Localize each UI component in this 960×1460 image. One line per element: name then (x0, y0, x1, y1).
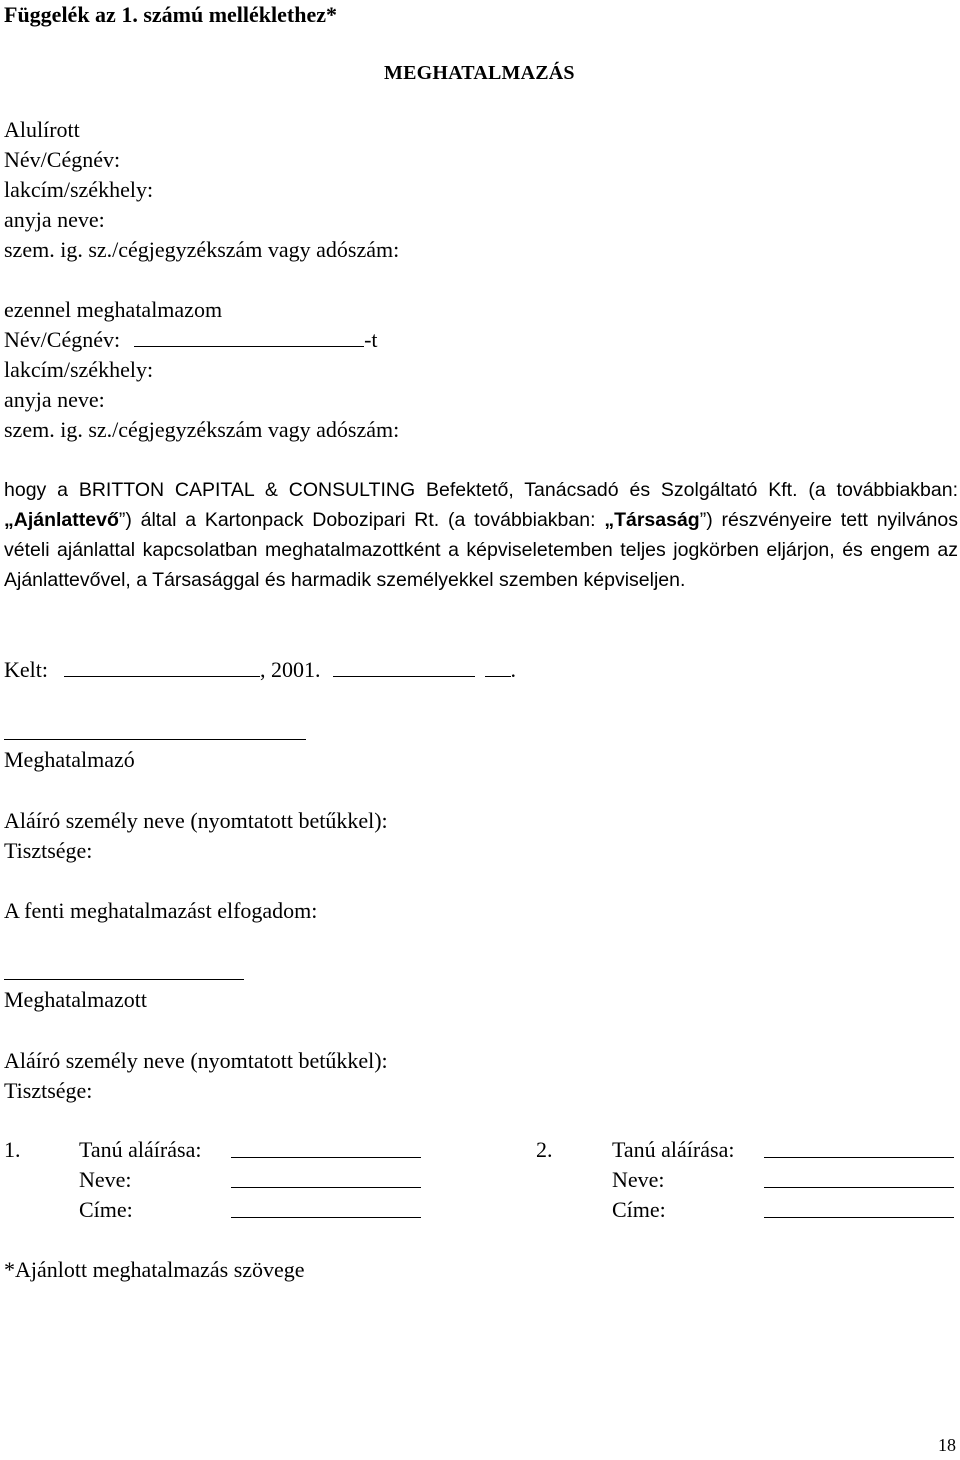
agent-position-label: Tisztsége: (4, 1078, 93, 1103)
acceptance-text: A fenti meghatalmazást elfogadom: (4, 898, 318, 923)
appendix-header: Függelék az 1. számú melléklethez* (4, 2, 337, 27)
dated-place-blank[interactable] (64, 656, 260, 677)
witness-1-address-label: Címe: (79, 1197, 133, 1222)
witness-2-name-blank[interactable] (764, 1187, 954, 1188)
witness-2-address-label: Címe: (612, 1197, 666, 1222)
witness-2-number: 2. (536, 1137, 553, 1162)
dated-month-blank[interactable] (333, 656, 475, 677)
principal-signer-label: Aláíró személy neve (nyomtatott betűkkel): (4, 808, 388, 833)
bidder-term: Ajánlattevő (13, 509, 119, 531)
company-term: Társaság (614, 509, 700, 531)
agent-role: Meghatalmazott (4, 987, 147, 1012)
dated-label: Kelt: (4, 657, 48, 682)
paragraph-text-2: ”) által a Kartonpack Dobozipari Rt. (a továbbiakban: (118, 509, 605, 531)
agent-section (4, 295, 399, 445)
agent-signature-line[interactable] (4, 979, 244, 980)
principal-name-label: Név/Cégnév: (4, 147, 121, 172)
dated-day-blank[interactable] (485, 656, 511, 677)
dated-end: . (510, 657, 516, 682)
company-quote-open: „ (604, 509, 615, 531)
agent-address-label: lakcím/székhely: (4, 357, 154, 382)
principal-position-label: Tisztsége: (4, 838, 93, 863)
witness-1-name-blank[interactable] (231, 1187, 421, 1188)
agent-intro: ezennel meghatalmazom (4, 297, 223, 322)
principal-role: Meghatalmazó (4, 747, 135, 772)
agent-name-label: Név/Cégnév: (4, 327, 121, 352)
agent-name-blank[interactable] (134, 326, 364, 347)
principal-signature-line[interactable] (4, 739, 306, 740)
witness-1-sign-blank[interactable] (231, 1157, 421, 1158)
witness-2-sign-blank[interactable] (764, 1157, 954, 1158)
principal-intro: Alulírott (4, 117, 80, 142)
witness-2-sign-label: Tanú aláírása: (612, 1137, 735, 1162)
witness-2-name-label: Neve: (612, 1167, 665, 1192)
agent-name-row (4, 325, 399, 355)
witness-1-name-label: Neve: (79, 1167, 132, 1192)
document-title: MEGHATALMAZÁS (384, 62, 575, 84)
bidder-quote-open: „ (4, 509, 14, 531)
footnote: *Ajánlott meghatalmazás szövege (4, 1257, 305, 1282)
agent-id-label: szem. ig. sz./cégjegyzékszám vagy adószám: (4, 417, 400, 442)
agent-mother-label: anyja neve: (4, 387, 105, 412)
principal-id-label: szem. ig. sz./cégjegyzékszám vagy adószám: (4, 237, 400, 262)
dated-row (4, 655, 516, 685)
witness-1-address-blank[interactable] (231, 1217, 421, 1218)
witness-1-sign-label: Tanú aláírása: (79, 1137, 202, 1162)
principal-section (4, 115, 399, 265)
principal-address-label: lakcím/székhely: (4, 177, 154, 202)
agent-name-suffix: -t (364, 327, 378, 352)
page-number: 18 (938, 1435, 956, 1455)
paragraph-text-1: hogy a BRITTON CAPITAL & CONSULTING Befektető, Tanácsadó és Szolgáltató Kft. (a továbbiakban: (4, 479, 958, 501)
authorization-paragraph (4, 475, 958, 595)
witness-2-address-blank[interactable] (764, 1217, 954, 1218)
witness-1-number: 1. (4, 1137, 21, 1162)
principal-mother-label: anyja neve: (4, 207, 105, 232)
agent-signer-label: Aláíró személy neve (nyomtatott betűkkel): (4, 1048, 388, 1073)
dated-year: , 2001. (260, 657, 321, 682)
paragraph-text-3: ”) részvényeire tett nyilvános vételi ajánlattal kapcsolatban meghatalmazottként a képviseletemben teljes jogkörben eljárjon, és engem az Ajánlattevővel, a Társasággal és harmadik személyekkel szemben képviseljen. (4, 509, 958, 591)
